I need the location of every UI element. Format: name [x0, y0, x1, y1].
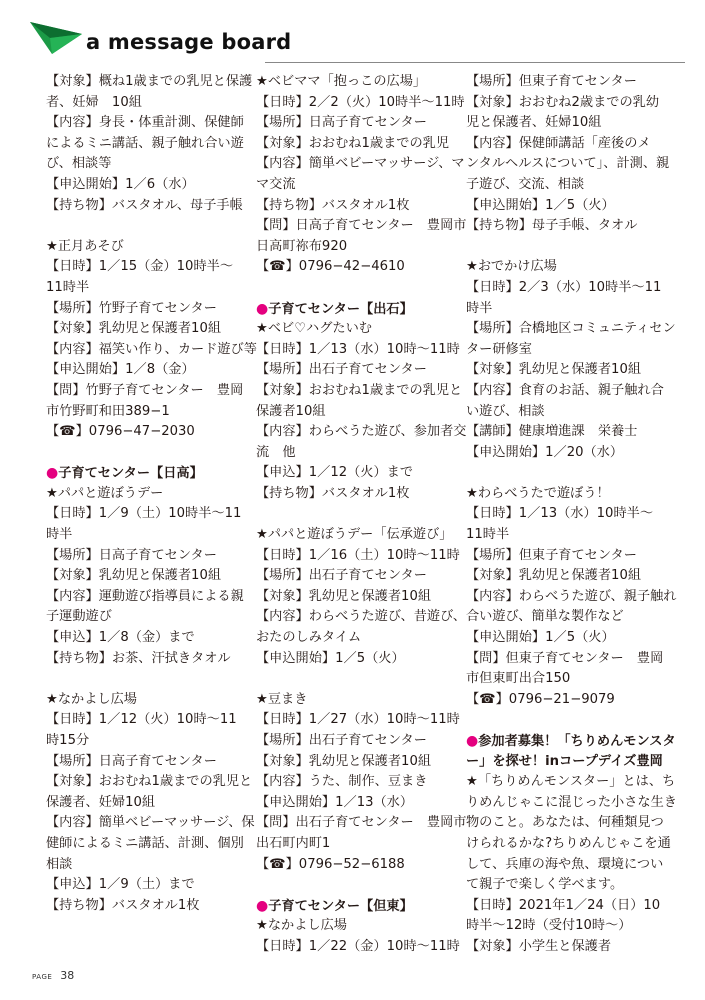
line-text: ★「ちりめんモンスター」とは、ち — [466, 774, 676, 790]
line-text: 【対象】乳幼児と保護者10組 — [466, 568, 642, 584]
line-text: 【持ち物】お茶、汗拭きタオル — [46, 650, 231, 666]
text-line — [46, 299, 251, 320]
text-line — [46, 175, 251, 196]
text-line — [46, 360, 251, 381]
text-line — [256, 916, 461, 937]
text-line — [466, 525, 671, 546]
line-spacer — [256, 278, 461, 299]
text-line — [46, 690, 251, 711]
line-text: 【場所】出石子育てセンター — [256, 362, 427, 378]
line-text: 保護者10組 — [256, 403, 326, 419]
text-line — [466, 175, 671, 196]
text-line — [256, 834, 461, 855]
line-text: ★なかよし広場 — [46, 691, 137, 707]
text-line — [256, 793, 461, 814]
line-text: 【申込開始】1／20（水） — [466, 444, 624, 460]
line-text: ★わらべうたで遊ぼう！ — [466, 485, 610, 501]
line-text: 【申込】1／9（土）まで — [46, 877, 195, 893]
text-line — [256, 628, 461, 649]
line-text: りめんじゃこに混じった小さな生き — [466, 794, 677, 810]
line-text: 【内容】運動遊び指導員による親 — [46, 588, 244, 604]
line-spacer — [46, 669, 251, 690]
line-text: ★パパと遊ぼうデー「伝承遊び」 — [256, 527, 453, 543]
line-text: 【場所】日高子育てセンター — [46, 753, 217, 769]
text-line — [256, 175, 461, 196]
line-text: 【日時】2021年1／24（日）10 — [466, 897, 661, 913]
text-line — [256, 360, 461, 381]
line-text: ★ベビ♡ハグたいむ — [256, 321, 372, 337]
line-text: 者、妊婦 10組 — [46, 94, 142, 110]
text-line — [256, 113, 461, 134]
line-text: 【内容】食育のお話、親子触れ合 — [466, 382, 664, 398]
line-text: 【対象】乳幼児と保護者10組 — [256, 753, 432, 769]
text-line — [466, 299, 671, 320]
text-line — [46, 834, 251, 855]
text-line — [46, 649, 251, 670]
page-title: a message board — [86, 30, 292, 54]
text-line — [466, 607, 671, 628]
line-text: 保護者、妊婦10組 — [46, 794, 156, 810]
text-line — [46, 566, 251, 587]
text-line — [46, 752, 251, 773]
line-text: マ交流 — [256, 176, 296, 192]
line-text: 【日時】1／13（水）10時半～ — [466, 506, 654, 522]
text-line — [466, 628, 671, 649]
line-text: 子運動遊び — [46, 609, 112, 625]
line-text: 【申込開始】1／5（火） — [256, 650, 405, 666]
header-divider — [265, 62, 685, 63]
line-text: 物のこと。あなたは、何種類見つ — [466, 815, 664, 831]
line-text: 【問】出石子育てセンター 豊岡市 — [256, 815, 467, 831]
line-text: 【日時】1／9（土）10時半～11 — [46, 506, 242, 522]
line-text: 11時半 — [466, 527, 510, 543]
line-text: 【持ち物】バスタオル、母子手帳 — [46, 197, 243, 213]
text-line — [46, 504, 251, 525]
text-line — [466, 196, 671, 217]
text-line — [466, 669, 671, 690]
text-line — [256, 319, 461, 340]
line-text: 子育てセンター【但東】 — [268, 898, 413, 914]
text-line — [46, 628, 251, 649]
text-line — [46, 381, 251, 402]
column-3 — [466, 72, 677, 958]
line-text: けられるかな?ちりめんじゃこを通 — [466, 835, 671, 851]
line-spacer — [466, 237, 671, 258]
text-line — [466, 587, 677, 608]
line-text: 【日時】1／13（水）10時～11時 — [256, 341, 460, 357]
line-text: 【問】日高子育てセンター 豊岡市 — [256, 218, 467, 234]
text-line — [46, 896, 251, 917]
text-line — [256, 937, 461, 958]
line-text: 【日時】1／12（火）10時～11 — [46, 712, 237, 728]
text-line — [46, 134, 251, 155]
text-line — [466, 72, 671, 93]
line-text: 【内容】わらべうた遊び、参加者交 — [256, 424, 467, 440]
line-text: によるミニ講話、親子触れ合い遊 — [46, 135, 244, 151]
text-line — [46, 196, 251, 217]
text-line — [466, 855, 671, 876]
text-line — [46, 340, 257, 361]
line-text: 【持ち物】バスタオル1枚 — [256, 485, 410, 501]
line-text: 【申込開始】1／6（水） — [46, 176, 195, 192]
line-text: 【場所】但東子育てセンター — [466, 547, 637, 563]
text-line — [46, 731, 251, 752]
text-line — [256, 402, 461, 423]
line-text: 児と保護者、妊婦10組 — [466, 115, 602, 131]
line-text: 【場所】出石子育てセンター — [256, 733, 427, 748]
text-line — [466, 360, 671, 381]
line-text: 【対象】おおむね1歳までの乳児 — [256, 135, 450, 151]
text-line — [46, 422, 251, 443]
page-label: PAGE — [32, 973, 53, 981]
text-line — [466, 113, 671, 134]
text-line — [256, 525, 461, 546]
text-line — [466, 546, 671, 567]
text-line — [466, 154, 671, 175]
line-text: 【持ち物】バスタオル1枚 — [256, 197, 410, 213]
text-line — [256, 690, 461, 711]
text-line — [256, 546, 461, 567]
line-text: 時半～12時（受付10時～） — [466, 918, 632, 934]
line-text: 【内容】うた、制作、豆まき — [256, 774, 428, 790]
line-text: 【申込開始】1／5（火） — [466, 197, 615, 213]
text-line — [46, 607, 251, 628]
line-text: 子育てセンター【日高】 — [58, 466, 203, 482]
text-line — [256, 731, 461, 752]
text-line — [256, 134, 461, 155]
text-line — [46, 772, 251, 793]
text-line — [256, 752, 461, 773]
line-text: 【対象】おおむね1歳までの乳児と — [256, 382, 463, 398]
line-text: 【☎】0796−47−2030 — [46, 424, 195, 440]
line-text: 【日時】2／3（水）10時半～11 — [466, 279, 662, 295]
text-line — [466, 690, 671, 711]
text-line — [46, 402, 251, 423]
text-line — [466, 566, 671, 587]
page-number: 38 — [60, 969, 75, 982]
line-text: 相談 — [46, 856, 73, 872]
line-text: 出石町内町1 — [256, 835, 331, 851]
section-heading-line — [256, 299, 461, 320]
line-text: 【講師】健康増進課 栄養士 — [466, 424, 638, 440]
text-line — [46, 93, 251, 114]
text-line — [256, 237, 461, 258]
text-line — [466, 813, 671, 834]
line-text: 【問】但東子育てセンター 豊岡 — [466, 650, 664, 666]
line-text: 【申込】1／12（火）まで — [256, 465, 414, 481]
text-line — [256, 566, 461, 587]
line-spacer — [256, 669, 461, 690]
line-text: 【申込】1／8（金）まで — [46, 630, 195, 646]
bullet-icon: ● — [256, 897, 269, 914]
line-text: 【持ち物】バスタオル1枚 — [46, 897, 200, 913]
line-text: て親子で楽しく学べます。 — [466, 877, 624, 893]
line-text: ★おでかけ広場 — [466, 259, 557, 275]
line-text: ★パパと遊ぼうデー — [46, 485, 164, 501]
section-heading-line — [46, 463, 251, 484]
text-line — [466, 834, 671, 855]
line-text: 【持ち物】母子手帳、タオル — [466, 218, 638, 234]
text-line — [46, 278, 251, 299]
line-text: 合い遊び、簡単な製作など — [466, 609, 624, 625]
line-text: 【内容】身長・体重計測、保健師 — [46, 115, 244, 131]
text-line — [256, 484, 461, 505]
text-line — [466, 649, 671, 670]
text-line — [256, 463, 461, 484]
line-text: 参加者募集！「ちりめんモンスタ — [478, 734, 676, 749]
text-line — [256, 72, 461, 93]
line-text: 【内容】福笑い作り、カード遊び等 — [46, 341, 257, 357]
text-line — [466, 216, 671, 237]
section-heading-line — [466, 731, 676, 752]
paper-plane-icon — [30, 22, 82, 54]
text-line — [256, 381, 461, 402]
text-line — [256, 196, 461, 217]
line-text: ★豆まき — [256, 691, 308, 707]
text-line — [46, 237, 251, 258]
text-line — [46, 875, 251, 896]
line-text: 流 他 — [256, 444, 296, 460]
line-text: 【申込開始】1／5（火） — [466, 630, 615, 646]
line-spacer — [46, 443, 251, 464]
text-line — [256, 422, 467, 443]
line-text: 【場所】出石子育てセンター — [256, 568, 427, 584]
line-text: 【日時】1／16（土）10時～11時 — [256, 547, 460, 563]
text-line — [466, 134, 671, 155]
section-heading-line — [256, 896, 461, 917]
line-text: 【対象】乳幼児と保護者10組 — [46, 321, 222, 337]
line-text: 【申込開始】1／13（水） — [256, 794, 414, 810]
text-line — [46, 855, 251, 876]
text-line — [466, 793, 677, 814]
text-line — [256, 257, 461, 278]
line-text: 【日時】1／15（金）10時半～ — [46, 259, 234, 275]
text-line — [466, 916, 671, 937]
line-text: おたのしみタイム — [256, 630, 362, 646]
text-line — [256, 93, 465, 114]
line-text: 【内容】保健師講話「産後のメ — [466, 135, 651, 151]
line-spacer — [466, 463, 671, 484]
text-line — [466, 93, 671, 114]
line-text: 時半 — [466, 300, 493, 316]
line-text: ンタルヘルスについて」、計測、親 — [466, 156, 670, 172]
line-text: 【対象】乳幼児と保護者10組 — [466, 362, 642, 378]
line-text: い遊び、相談 — [466, 403, 545, 419]
line-text: して、兵庫の海や魚、環境につい — [466, 856, 664, 872]
line-spacer — [256, 875, 461, 896]
text-line — [256, 154, 465, 175]
line-text: 【対象】乳幼児と保護者10組 — [256, 588, 432, 604]
text-line — [46, 257, 251, 278]
line-text: 時半 — [46, 527, 73, 543]
text-line — [46, 793, 251, 814]
line-text: 【場所】竹野子育てセンター — [46, 300, 217, 316]
line-text: 【対象】小学生と保護者 — [466, 938, 612, 954]
text-line — [46, 154, 251, 175]
text-line — [256, 443, 461, 464]
text-line — [256, 649, 461, 670]
text-line — [466, 896, 671, 917]
line-text: ★なかよし広場 — [256, 918, 347, 934]
column-1 — [46, 72, 257, 916]
text-line — [466, 422, 671, 443]
line-text: 【日時】2／2（火）10時半～11時 — [256, 94, 465, 110]
text-line — [256, 340, 461, 361]
line-text: 市但東町出合150 — [466, 671, 571, 687]
line-text: ター研修室 — [466, 341, 532, 357]
line-text: 【問】竹野子育てセンター 豊岡 — [46, 382, 244, 398]
line-text: 【対象】概ね1歳までの乳児と保護 — [46, 74, 253, 89]
line-text: 子育てセンター【出石】 — [268, 301, 413, 317]
line-text: 【☎】0796−21−9079 — [466, 691, 615, 707]
line-text: 【☎】0796−42−4610 — [256, 259, 405, 275]
text-line — [466, 402, 671, 423]
line-text: 【場所】合橋地区コミュニティセン — [466, 321, 676, 337]
page-header — [0, 0, 705, 66]
line-text: 【対象】乳幼児と保護者10組 — [46, 568, 222, 584]
line-spacer — [46, 216, 251, 237]
text-line — [256, 813, 467, 834]
text-line — [46, 813, 255, 834]
line-text: 時15分 — [46, 733, 90, 748]
text-line — [256, 855, 461, 876]
line-spacer — [256, 504, 461, 525]
text-line — [466, 257, 671, 278]
text-line — [466, 443, 671, 464]
line-text: ★ベビママ「抱っこの広場」 — [256, 74, 427, 89]
line-text: 【対象】おおむね1歳までの乳児と — [46, 774, 253, 790]
text-line — [466, 340, 671, 361]
line-text: 【場所】日高子育てセンター — [256, 115, 427, 131]
text-line — [466, 772, 676, 793]
text-line — [46, 113, 251, 134]
line-text: び、相談等 — [46, 156, 112, 172]
text-line — [466, 484, 671, 505]
line-text: 日高町祢布920 — [256, 238, 348, 254]
line-text: 市竹野町和田389−1 — [46, 403, 170, 419]
line-text: 【日時】1／27（水）10時～11時 — [256, 712, 460, 728]
line-text: 【場所】但東子育てセンター — [466, 74, 637, 89]
text-line — [46, 710, 251, 731]
text-line — [46, 72, 251, 93]
text-line — [466, 278, 671, 299]
text-line — [256, 710, 461, 731]
text-line — [46, 587, 251, 608]
text-line — [466, 381, 671, 402]
line-text: 【内容】わらべうた遊び、親子触れ — [466, 588, 677, 604]
text-line — [466, 319, 676, 340]
line-spacer — [466, 710, 671, 731]
text-line — [256, 587, 461, 608]
text-line — [256, 607, 466, 628]
text-line — [466, 937, 671, 958]
line-text: 健師によるミニ講話、計測、個別 — [46, 835, 244, 851]
text-line — [466, 875, 671, 896]
text-line — [46, 484, 251, 505]
bullet-icon: ● — [466, 733, 479, 749]
line-text: 【☎】0796−52−6188 — [256, 856, 405, 872]
bullet-icon: ● — [46, 465, 59, 482]
text-line — [46, 319, 251, 340]
line-text: 【内容】簡単ベビーマッサージ、マ — [256, 156, 465, 172]
line-text: 【内容】わらべうた遊び、昔遊び、 — [256, 609, 466, 625]
line-text: 【申込開始】1／8（金） — [46, 362, 195, 378]
line-text: ★正月あそび — [46, 238, 124, 254]
line-text: 【対象】おおむね2歳までの乳幼 — [466, 94, 660, 110]
text-line — [46, 525, 251, 546]
line-text: 11時半 — [46, 279, 90, 295]
line-text: ー」を探せ！inコープデイズ豊岡 — [466, 753, 663, 769]
page-footer — [32, 969, 74, 982]
section-heading-line — [466, 752, 671, 773]
line-text: 【内容】簡単ベビーマッサージ、保 — [46, 815, 255, 831]
line-text: 【場所】日高子育てセンター — [46, 547, 217, 563]
text-line — [46, 546, 251, 567]
line-text: 【日時】1／22（金）10時～11時 — [256, 938, 460, 954]
text-line — [256, 772, 461, 793]
line-text: 子遊び、交流、相談 — [466, 176, 585, 192]
text-line — [466, 504, 671, 525]
column-2 — [256, 72, 467, 958]
text-line — [256, 216, 467, 237]
bullet-icon: ● — [256, 300, 269, 317]
